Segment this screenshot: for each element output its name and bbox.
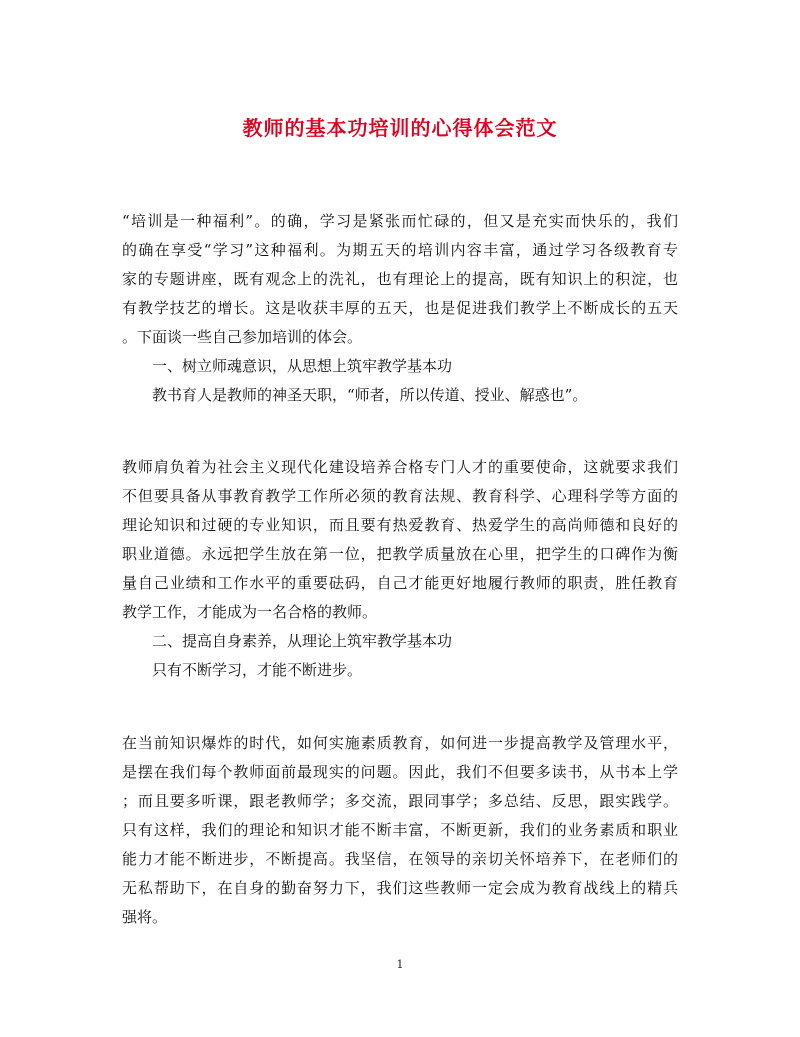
paragraph-line: 在当前知识爆炸的时代，如何实施素质教育，如何进一步提高教学及管理水平， — [122, 734, 678, 752]
paragraph-line: “培训是一种福利”。的确，学习是紧张而忙碌的，但又是充实而快乐的，我们 — [122, 212, 678, 230]
paragraph-line: 。下面谈一些自己参加培训的体会。 — [122, 328, 363, 346]
paragraph-line: 理论知识和过硬的专业知识，而且要有热爱教育、热爱学生的高尚师德和良好的 — [122, 516, 678, 534]
paragraph-line: 能力才能不断进步，不断提高。我坚信，在领导的亲切关怀培养下，在老师们的 — [122, 850, 678, 868]
paragraph-line: 不但要具备从事教育教学工作所必须的教育法规、教育科学、心理科学等方面的 — [122, 487, 678, 505]
section-heading-1: 一、树立师魂意识，从思想上筑牢教学基本功 — [152, 357, 453, 375]
paragraph-line: 是摆在我们每个教师面前最现实的问题。因此，我们不但要多读书，从书本上学 — [122, 763, 678, 781]
paragraph-line: 只有这样，我们的理论和知识才能不断丰富，不断更新，我们的业务素质和职业 — [122, 821, 678, 839]
paragraph-line: 有教学技艺的增长。这是收获丰厚的五天，也是促进我们教学上不断成长的五天 — [122, 299, 678, 317]
paragraph-line: 无私帮助下，在自身的勤奋努力下，我们这些教师一定会成为教育战线上的精兵 — [122, 879, 678, 897]
page-number: 1 — [396, 958, 404, 971]
paragraph-line: 教学工作，才能成为一名合格的教师。 — [122, 603, 378, 621]
paragraph-learning — [122, 729, 678, 932]
section-heading-2-sub: 只有不断学习，才能不断进步。 — [152, 661, 363, 679]
paragraph-line: 教师肩负着为社会主义现代化建设培养合格专门人才的重要使命，这就要求我们 — [122, 458, 678, 476]
document-title: 教师的基本功培训的心得体会范文 — [242, 116, 558, 140]
section-heading-2: 二、提高自身素养，从理论上筑牢教学基本功 — [152, 632, 453, 650]
paragraph-line: ；而且要多听课，跟老教师学；多交流，跟同事学；多总结、反思，跟实践学。 — [122, 792, 678, 810]
paragraph-line: 职业道德。永远把学生放在第一位，把教学质量放在心里，把学生的口碑作为衡 — [122, 545, 678, 563]
section-heading-1-sub: 教书育人是教师的神圣天职，“师者，所以传道、授业、解惑也”。 — [152, 386, 588, 404]
paragraph-line: 家的专题讲座，既有观念上的洗礼，也有理论上的提高，既有知识上的积淀，也 — [122, 270, 678, 288]
paragraph-line: 的确在享受“学习”这种福利。为期五天的培训内容丰富，通过学习各级教育专 — [122, 241, 678, 259]
paragraph-line: 量自己业绩和工作水平的重要砝码，自己才能更好地履行教师的职责，胜任教育 — [122, 574, 678, 592]
paragraph-mission — [122, 453, 678, 685]
paragraph-line: 强将。 — [122, 908, 168, 926]
paragraph-intro — [122, 207, 678, 410]
